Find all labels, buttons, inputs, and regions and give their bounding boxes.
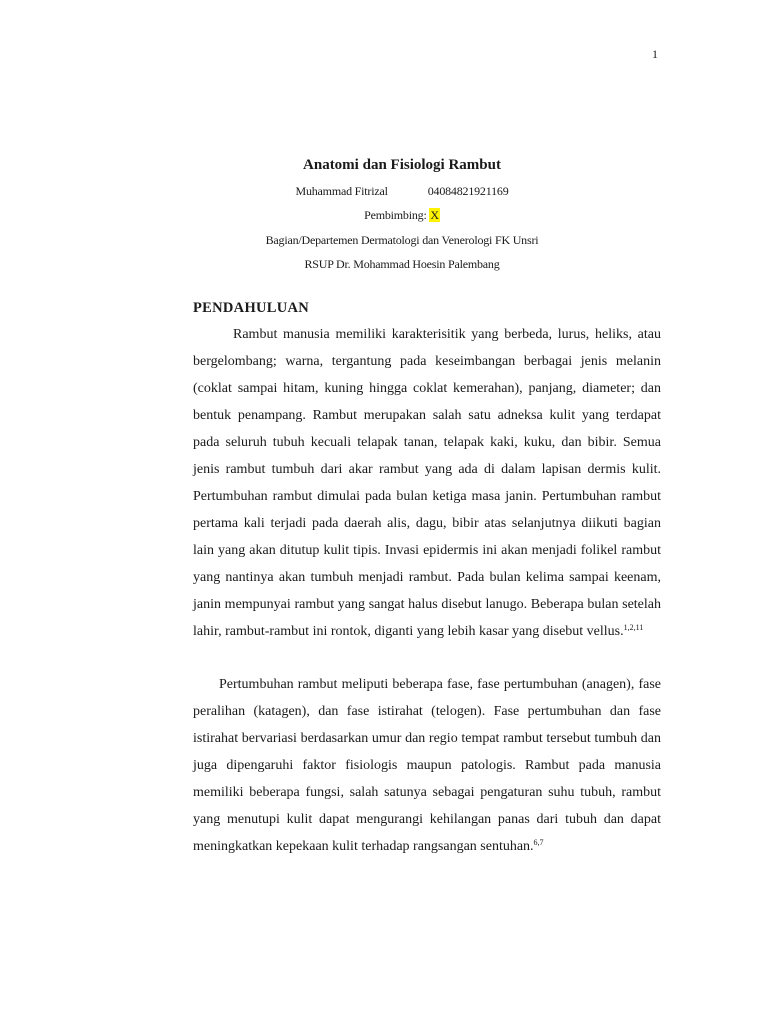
author-id: 04084821921169 <box>427 184 509 198</box>
paragraph-1-text: Rambut manusia memiliki karakterisitik yang berbeda, lurus, heliks, atau bergelombang; warna, tergantung pada keseimbangan berbagai jenis melanin (coklat sampai hitam, kuning hingga coklat kemerahan), panjang, diameter; dan bentuk penampang. Rambut merupakan salah satu adneksa kulit yang terdapat pada seluruh tubuh kecuali telapak tanan, telapak kaki, kuku, dan bibir. Semua jenis rambut tumbuh dari akar rambut yang ada di dalam lapisan dermis kulit. Pertumbuhan rambut dimulai pada bulan ketiga masa janin. Pertumbuhan rambut pertama kali terjadi pada daerah alis, dagu, bibir atas selanjutnya diikuti bagian lain yang akan ditutup kulit tipis. Invasi epidermis ini akan menjadi folikel rambut yang nantinya akan tumbuh menjadi rambut. Pada bulan kelima sampai keenam, janin mempunyai rambut yang sangat halus disebut lanugo. Beberapa bulan setelah lahir, rambut-rambut ini rontok, diganti yang lebih kasar yang disebut vellus. <box>193 327 661 639</box>
author-name: Muhammad Fitrizal <box>295 184 388 198</box>
citation-2: 6,7 <box>533 838 544 847</box>
document-title: Anatomi dan Fisiologi Rambut <box>303 157 501 173</box>
page-number: 1 <box>652 47 658 61</box>
section-heading: PENDAHULUAN <box>193 300 310 316</box>
advisor-name-highlighted: X <box>430 208 439 222</box>
advisor-line <box>0 208 768 223</box>
hospital-line: RSUP Dr. Mohammad Hoesin Palembang <box>304 257 500 271</box>
paragraph-1 <box>193 321 661 645</box>
paragraph-2-text: Pertumbuhan rambut meliputi beberapa fase, fase pertumbuhan (anagen), fase peralihan (katagen), dan fase istirahat (telogen). Fase pertumbuhan dan fase istirahat bervariasi berdasarkan umur dan regio tempat rambut tersebut tumbuh dan juga dipengaruhi faktor fisiologis maupun patologis. Rambut pada manusia memiliki beberapa fungsi, salah satunya sebagai pengaturan suhu tubuh, rambut yang menutupi kulit dapat mengurangi kehilangan panas dari tubuh dan dapat meningkatkan kepekaan kulit terhadap rangsangan sentuhan. <box>193 677 661 854</box>
paragraph-2 <box>193 671 661 860</box>
author-line <box>0 184 768 199</box>
advisor-label: Pembimbing: <box>364 208 427 222</box>
citation-1: 1,2,11 <box>623 623 644 632</box>
department-line: Bagian/Departemen Dermatologi dan Venerologi FK Unsri <box>265 233 539 247</box>
